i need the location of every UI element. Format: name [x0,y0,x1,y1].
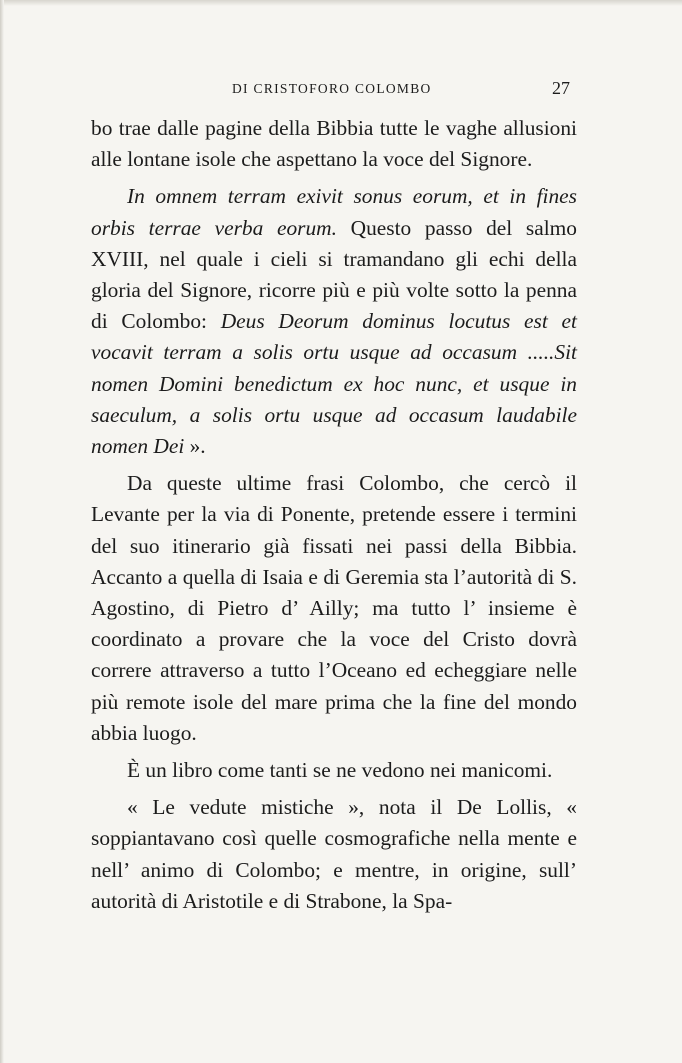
paragraph-psalm-quote [91,181,577,462]
running-head [90,78,570,100]
paragraph-continuation [91,113,577,175]
text-segment: Da queste ultime frasi Colombo, che cercò il Levante per la via di Ponente, pretende essere i termini del suo itinerario già fissati nei passi della Bibbia. Accanto a quella di Isaia e di Geremia sta l’autorità di S. Agostino, di Pietro d’ Ailly; ma tutto l’ insieme è coordinato a provare che la voce del Cristo dovrà correre attraverso a tutto l’Oceano ed echeggiare nelle più remote isole del mare prima che la fine del mondo abbia luogo. [91,471,577,745]
paragraph-manicomi [91,755,577,786]
text-segment: « Le vedute mistiche », nota il De Lollis, « soppiantavano così quelle cosmografiche nella mente e nell’ animo di Colombo; e mentre, in origine, sull’ autorità di Aristotile e di Strabone, la Spa- [91,795,577,913]
text-segment: Questo passo del salmo XVIII, nel quale i cieli si tramandano gli echi della gloria del Signore, ricorre più e più volte sotto la penna di Colombo: [91,215,577,334]
text-segment: È un libro come tanti se ne vedono nei manicomi. [127,758,553,783]
body-text [91,113,577,923]
text-segment: ». [184,434,206,459]
running-title: DI CRISTOFORO COLOMBO [232,81,432,96]
latin-quote: Deus Deorum dominus locutus est et vocavit terram a solis ortu usque ad occasum .....Sit nomen Domini benedictum ex hoc nunc, et usque in saeculum, a solis ortu usque ad occasum laudabile nomen Dei [91,309,577,459]
scan-shadow-left [0,0,4,1063]
paragraph-de-lollis [91,792,577,917]
scan-shadow-top [0,0,682,6]
latin-quote: In omnem terram exivit sonus eorum, et in fines orbis terrae verba eorum. [91,184,577,240]
paragraph-bible-authorities [91,468,577,749]
page-number: 27 [552,78,570,98]
text-segment: bo trae dalle pagine della Bibbia tutte le vaghe allusioni alle lontane isole che aspettano la voce del Signore. [91,116,577,172]
